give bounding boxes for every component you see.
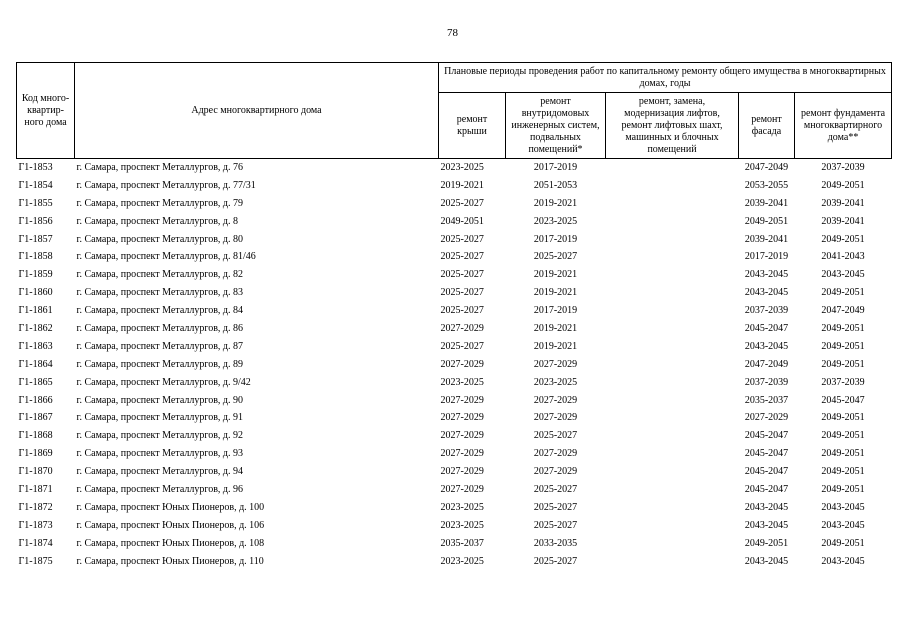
cell-foundation: 2049-2051 [821, 412, 865, 424]
cell-roof: 2025-2027 [440, 197, 484, 209]
cell-code: Г1-1875 [18, 555, 53, 567]
cell-roof: 2023-2025 [440, 161, 484, 173]
cell-engineering: 2027-2029 [533, 448, 578, 460]
cell-elevators [606, 338, 739, 356]
cell-foundation: 2045-2047 [821, 394, 865, 406]
cell-code: Г1-1859 [18, 269, 53, 281]
cell-elevators [606, 195, 739, 213]
cell-engineering: 2027-2029 [533, 394, 578, 406]
cell-code: Г1-1854 [18, 179, 53, 191]
cell-code: Г1-1867 [18, 412, 53, 424]
cell-foundation: 2049-2051 [821, 358, 865, 370]
cell-roof: 2019-2021 [440, 179, 484, 191]
cell-code: Г1-1874 [18, 537, 53, 549]
repair-schedule-table [16, 62, 892, 570]
cell-elevators [606, 159, 739, 177]
cell-roof: 2025-2027 [440, 287, 484, 299]
cell-engineering: 2025-2027 [533, 483, 578, 495]
cell-roof: 2025-2027 [440, 233, 484, 245]
cell-code: Г1-1865 [18, 376, 53, 388]
cell-code: Г1-1870 [18, 466, 53, 478]
cell-facade: 2045-2047 [744, 466, 789, 478]
cell-engineering: 2033-2035 [533, 537, 578, 549]
cell-foundation: 2043-2045 [821, 269, 865, 281]
cell-engineering: 2017-2019 [533, 161, 578, 173]
cell-address: г. Самара, проспект Металлургов, д. 96 [76, 483, 244, 495]
cell-elevators [606, 320, 739, 338]
cell-engineering: 2023-2025 [533, 215, 578, 227]
cell-facade: 2045-2047 [744, 483, 789, 495]
cell-facade: 2037-2039 [744, 305, 789, 317]
cell-foundation: 2043-2045 [821, 519, 865, 531]
cell-roof: 2023-2025 [440, 555, 484, 567]
table-row [17, 302, 892, 320]
header-code: Код много-квартир-ного дома [17, 63, 75, 159]
cell-code: Г1-1871 [18, 483, 53, 495]
cell-facade: 2043-2045 [744, 519, 789, 531]
cell-foundation: 2049-2051 [821, 287, 865, 299]
cell-code: Г1-1864 [18, 358, 53, 370]
cell-facade: 2043-2045 [744, 340, 789, 352]
table-row [17, 231, 892, 249]
cell-facade: 2049-2051 [744, 537, 789, 549]
cell-roof: 2027-2029 [440, 322, 484, 334]
table-row [17, 481, 892, 499]
cell-roof: 2023-2025 [440, 519, 484, 531]
cell-engineering: 2025-2027 [533, 519, 578, 531]
cell-facade: 2017-2019 [744, 251, 789, 263]
cell-foundation: 2049-2051 [821, 322, 865, 334]
cell-elevators [606, 445, 739, 463]
cell-elevators [606, 535, 739, 553]
cell-engineering: 2025-2027 [533, 430, 578, 442]
cell-code: Г1-1862 [18, 322, 53, 334]
cell-code: Г1-1869 [18, 448, 53, 460]
cell-code: Г1-1856 [18, 215, 53, 227]
cell-address: г. Самара, проспект Юных Пионеров, д. 108 [76, 537, 265, 549]
cell-address: г. Самара, проспект Металлургов, д. 86 [76, 322, 244, 334]
cell-engineering: 2019-2021 [533, 269, 578, 281]
cell-elevators [606, 463, 739, 481]
cell-address: г. Самара, проспект Юных Пионеров, д. 106 [76, 519, 265, 531]
cell-code: Г1-1873 [18, 519, 53, 531]
table-row [17, 284, 892, 302]
cell-address: г. Самара, проспект Металлургов, д. 79 [76, 197, 244, 209]
cell-address: г. Самара, проспект Металлургов, д. 94 [76, 466, 244, 478]
cell-foundation: 2043-2045 [821, 501, 865, 513]
table-row [17, 499, 892, 517]
cell-engineering: 2019-2021 [533, 287, 578, 299]
cell-foundation: 2049-2051 [821, 537, 865, 549]
cell-address: г. Самара, проспект Металлургов, д. 91 [76, 412, 244, 424]
table-row [17, 320, 892, 338]
cell-code: Г1-1857 [18, 233, 53, 245]
header-address: Адрес многоквартирного дома [75, 63, 439, 159]
cell-code: Г1-1872 [18, 501, 53, 513]
cell-code: Г1-1853 [18, 161, 53, 173]
cell-elevators [606, 499, 739, 517]
cell-elevators [606, 177, 739, 195]
table-row [17, 427, 892, 445]
cell-elevators [606, 481, 739, 499]
cell-facade: 2049-2051 [744, 215, 789, 227]
cell-address: г. Самара, проспект Металлургов, д. 89 [76, 358, 244, 370]
header-facade: ремонт фасада [739, 93, 795, 159]
header-elevators: ремонт, замена, модернизация лифтов, ремонт лифтовых шахт, машинных и блочных помещений [606, 93, 739, 159]
cell-facade: 2027-2029 [744, 412, 789, 424]
cell-foundation: 2049-2051 [821, 179, 865, 191]
table-row [17, 463, 892, 481]
header-planned-periods: Плановые периоды проведения работ по капитальному ремонту общего имущества в многоквартирных домах, годы [439, 63, 892, 93]
cell-roof: 2049-2051 [440, 215, 484, 227]
cell-engineering: 2019-2021 [533, 322, 578, 334]
cell-roof: 2027-2029 [440, 412, 484, 424]
cell-engineering: 2017-2019 [533, 305, 578, 317]
table-row [17, 445, 892, 463]
cell-address: г. Самара, проспект Металлургов, д. 92 [76, 430, 244, 442]
table-row [17, 553, 892, 571]
cell-elevators [606, 409, 739, 427]
cell-address: г. Самара, проспект Металлургов, д. 82 [76, 269, 244, 281]
cell-facade: 2047-2049 [744, 161, 789, 173]
cell-elevators [606, 553, 739, 571]
cell-roof: 2025-2027 [440, 340, 484, 352]
cell-foundation: 2049-2051 [821, 340, 865, 352]
cell-engineering: 2023-2025 [533, 376, 578, 388]
cell-engineering: 2027-2029 [533, 466, 578, 478]
cell-elevators [606, 213, 739, 231]
cell-roof: 2027-2029 [440, 430, 484, 442]
table-body [17, 159, 892, 571]
cell-facade: 2037-2039 [744, 376, 789, 388]
cell-code: Г1-1861 [18, 305, 53, 317]
cell-engineering: 2025-2027 [533, 501, 578, 513]
cell-address: г. Самара, проспект Металлургов, д. 93 [76, 448, 244, 460]
cell-address: г. Самара, проспект Металлургов, д. 84 [76, 305, 244, 317]
cell-roof: 2027-2029 [440, 448, 484, 460]
cell-code: Г1-1858 [18, 251, 53, 263]
table-row [17, 535, 892, 553]
cell-engineering: 2027-2029 [533, 358, 578, 370]
cell-elevators [606, 374, 739, 392]
cell-engineering: 2017-2019 [533, 233, 578, 245]
cell-address: г. Самара, проспект Металлургов, д. 81/46 [76, 251, 256, 263]
cell-facade: 2039-2041 [744, 197, 789, 209]
cell-roof: 2025-2027 [440, 269, 484, 281]
table-row [17, 356, 892, 374]
cell-address: г. Самара, проспект Металлургов, д. 9/42 [76, 376, 251, 388]
table-row [17, 392, 892, 410]
cell-foundation: 2049-2051 [821, 233, 865, 245]
header-row-group [17, 63, 892, 93]
table-row [17, 248, 892, 266]
cell-engineering: 2027-2029 [533, 412, 578, 424]
table-row [17, 266, 892, 284]
cell-facade: 2043-2045 [744, 555, 789, 567]
cell-address: г. Самара, проспект Металлургов, д. 83 [76, 287, 244, 299]
cell-elevators [606, 284, 739, 302]
table-row [17, 338, 892, 356]
cell-roof: 2025-2027 [440, 251, 484, 263]
cell-address: г. Самара, проспект Юных Пионеров, д. 100 [76, 501, 265, 513]
cell-code: Г1-1863 [18, 340, 53, 352]
cell-elevators [606, 231, 739, 249]
cell-facade: 2045-2047 [744, 322, 789, 334]
table-header [17, 63, 892, 159]
cell-engineering: 2025-2027 [533, 555, 578, 567]
cell-foundation: 2049-2051 [821, 430, 865, 442]
table-row [17, 159, 892, 177]
cell-facade: 2043-2045 [744, 501, 789, 513]
cell-address: г. Самара, проспект Металлургов, д. 90 [76, 394, 244, 406]
cell-code: Г1-1868 [18, 430, 53, 442]
cell-foundation: 2039-2041 [821, 215, 865, 227]
table-row [17, 213, 892, 231]
cell-facade: 2053-2055 [744, 179, 789, 191]
cell-foundation: 2049-2051 [821, 448, 865, 460]
table-row [17, 195, 892, 213]
table-row [17, 374, 892, 392]
cell-address: г. Самара, проспект Металлургов, д. 77/31 [76, 179, 256, 191]
cell-facade: 2043-2045 [744, 269, 789, 281]
cell-facade: 2045-2047 [744, 448, 789, 460]
cell-facade: 2045-2047 [744, 430, 789, 442]
cell-code: Г1-1866 [18, 394, 53, 406]
cell-facade: 2047-2049 [744, 358, 789, 370]
cell-roof: 2023-2025 [440, 501, 484, 513]
page-number: 78 [447, 27, 458, 39]
cell-roof: 2027-2029 [440, 358, 484, 370]
table-row [17, 517, 892, 535]
cell-foundation: 2043-2045 [821, 555, 865, 567]
cell-roof: 2027-2029 [440, 466, 484, 478]
cell-elevators [606, 248, 739, 266]
cell-roof: 2027-2029 [440, 483, 484, 495]
cell-foundation: 2037-2039 [821, 161, 865, 173]
cell-facade: 2035-2037 [744, 394, 789, 406]
cell-facade: 2043-2045 [744, 287, 789, 299]
cell-address: г. Самара, проспект Металлургов, д. 87 [76, 340, 244, 352]
cell-foundation: 2049-2051 [821, 483, 865, 495]
cell-foundation: 2041-2043 [821, 251, 865, 263]
cell-facade: 2039-2041 [744, 233, 789, 245]
cell-code: Г1-1860 [18, 287, 53, 299]
cell-address: г. Самара, проспект Металлургов, д. 76 [76, 161, 244, 173]
cell-elevators [606, 427, 739, 445]
cell-engineering: 2019-2021 [533, 197, 578, 209]
cell-address: г. Самара, проспект Юных Пионеров, д. 110 [76, 555, 264, 567]
cell-engineering: 2051-2053 [533, 179, 578, 191]
table-row [17, 409, 892, 427]
cell-elevators [606, 266, 739, 284]
cell-elevators [606, 356, 739, 374]
cell-roof: 2023-2025 [440, 376, 484, 388]
cell-foundation: 2039-2041 [821, 197, 865, 209]
header-roof: ремонт крыши [439, 93, 506, 159]
header-engineering: ремонт внутридомовых инженерных систем, подвальных помещений* [506, 93, 606, 159]
table-row [17, 177, 892, 195]
cell-elevators [606, 392, 739, 410]
cell-elevators [606, 517, 739, 535]
cell-address: г. Самара, проспект Металлургов, д. 80 [76, 233, 244, 245]
cell-roof: 2027-2029 [440, 394, 484, 406]
cell-engineering: 2025-2027 [533, 251, 578, 263]
cell-engineering: 2019-2021 [533, 340, 578, 352]
cell-foundation: 2047-2049 [821, 305, 865, 317]
header-foundation: ремонт фундамента многоквартирного дома** [795, 93, 892, 159]
cell-roof: 2035-2037 [440, 537, 484, 549]
cell-elevators [606, 302, 739, 320]
cell-roof: 2025-2027 [440, 305, 484, 317]
cell-foundation: 2049-2051 [821, 466, 865, 478]
cell-foundation: 2037-2039 [821, 376, 865, 388]
cell-code: Г1-1855 [18, 197, 53, 209]
cell-address: г. Самара, проспект Металлургов, д. 8 [76, 215, 239, 227]
